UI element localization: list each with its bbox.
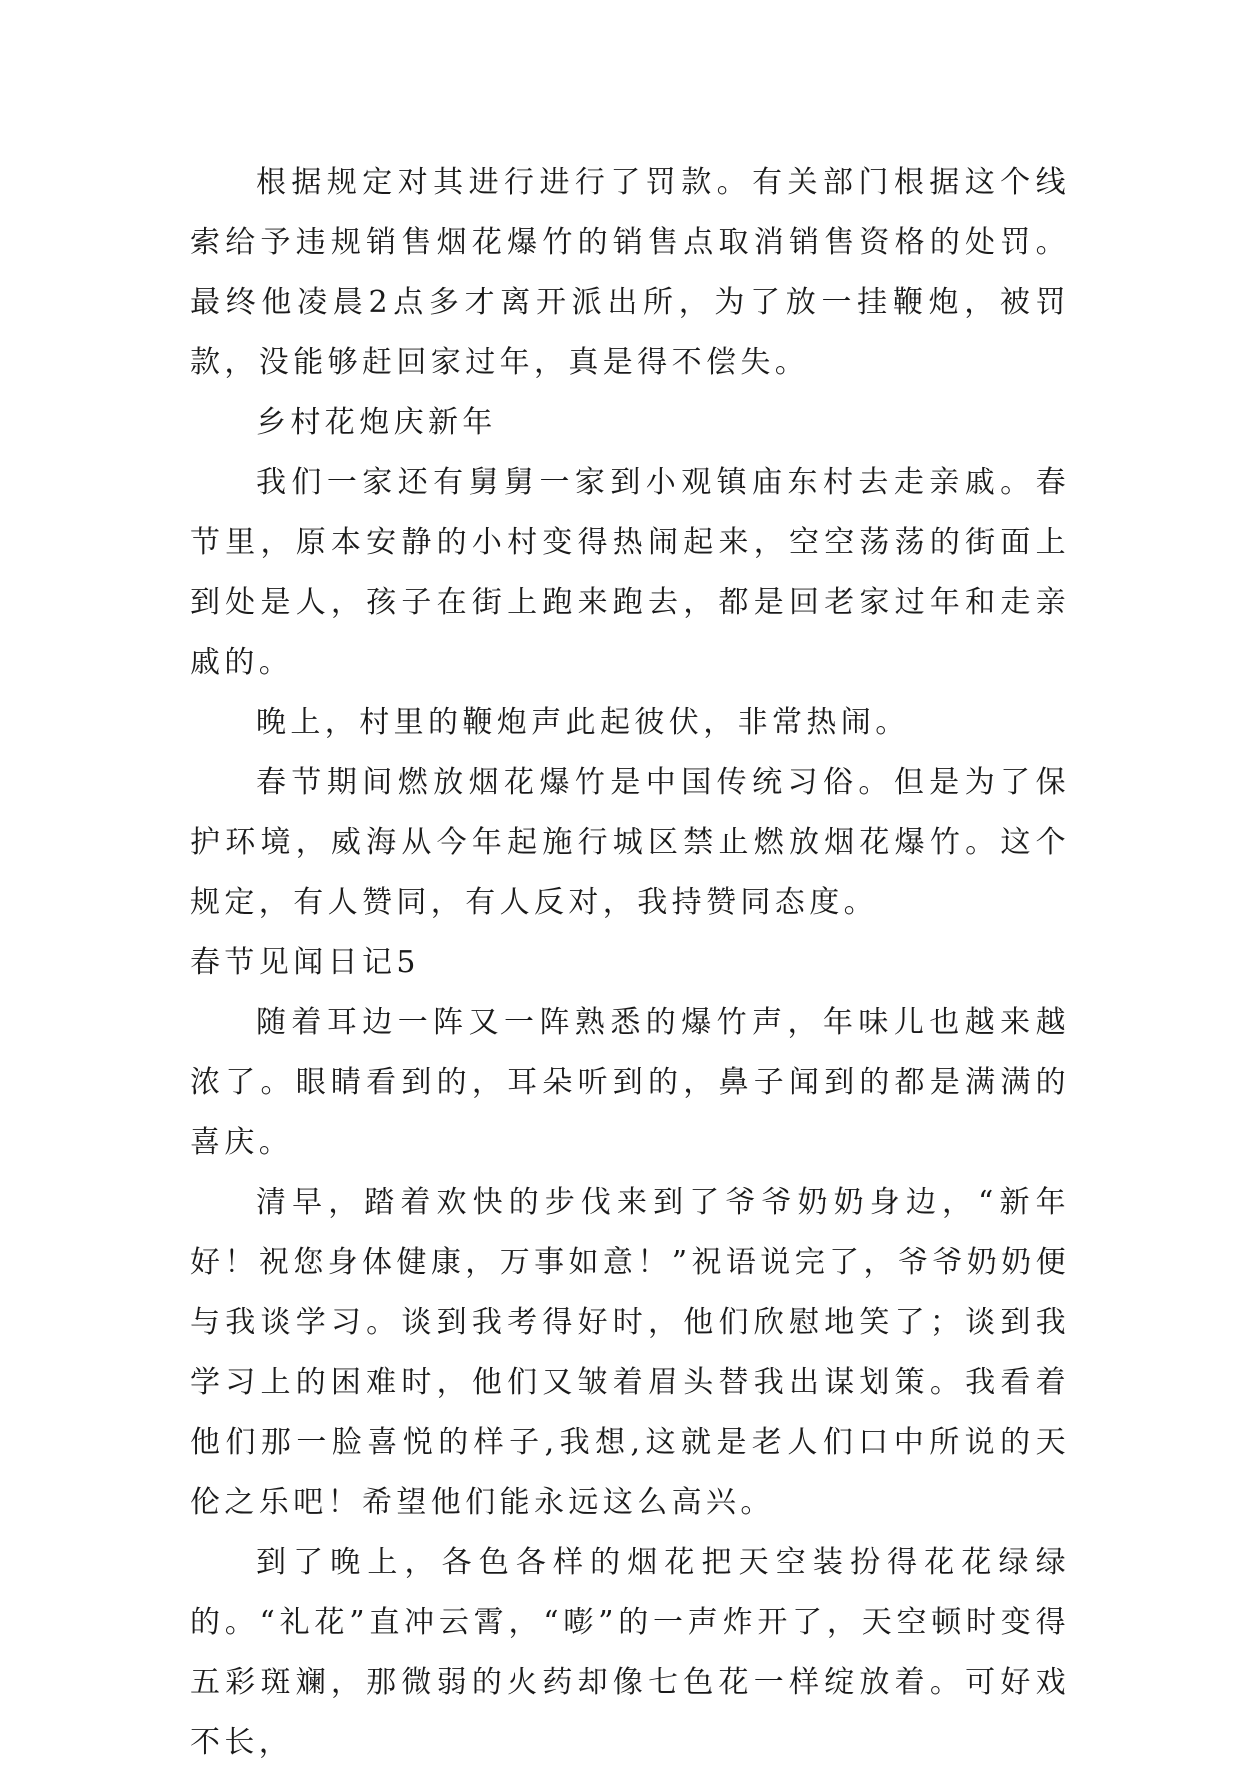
paragraph: 晚上，村里的鞭炮声此起彼伏，非常热闹。 [256, 705, 910, 740]
document-body [190, 153, 1070, 1773]
paragraph: 到了晚上，各色各样的烟花把天空装扮得花花绿绿的。“礼花”直冲云霄，“嘭”的一声炸开了，天空顿时变得五彩斑斓，那微弱的火药却像七色花一样绽放着。可好戏不长， [190, 1545, 1070, 1760]
paragraph: 春节期间燃放烟花爆竹是中国传统习俗。但是为了保护环境，威海从今年起施行城区禁止燃放烟花爆竹。这个规定，有人赞同，有人反对，我持赞同态度。 [190, 765, 1070, 920]
paragraph: 随着耳边一阵又一阵熟悉的爆竹声，年味儿也越来越浓了。眼睛看到的，耳朵听到的，鼻子闻到的都是满满的喜庆。 [190, 1005, 1070, 1160]
section-heading: 春节见闻日记5 [190, 945, 420, 980]
paragraph: 乡村花炮庆新年 [256, 405, 497, 440]
paragraph: 我们一家还有舅舅一家到小观镇庙东村去走亲戚。春节里，原本安静的小村变得热闹起来，空空荡荡的街面上到处是人，孩子在街上跑来跑去，都是回老家过年和走亲戚的。 [190, 465, 1070, 680]
paragraph: 清早，踏着欢快的步伐来到了爷爷奶奶身边，“新年好！祝您身体健康，万事如意！”祝语说完了，爷爷奶奶便与我谈学习。谈到我考得好时，他们欣慰地笑了；谈到我学习上的困难时，他们又皱着眉头替我出谋划策。我看着他们那一脸喜悦的样子,我想,这就是老人们口中所说的天伦之乐吧！希望他们能永远这么高兴。 [190, 1185, 1070, 1520]
paragraph: 根据规定对其进行进行了罚款。有关部门根据这个线索给予违规销售烟花爆竹的销售点取消销售资格的处罚。最终他凌晨2点多才离开派出所，为了放一挂鞭炮，被罚款，没能够赶回家过年，真是得不偿失。 [190, 165, 1070, 380]
